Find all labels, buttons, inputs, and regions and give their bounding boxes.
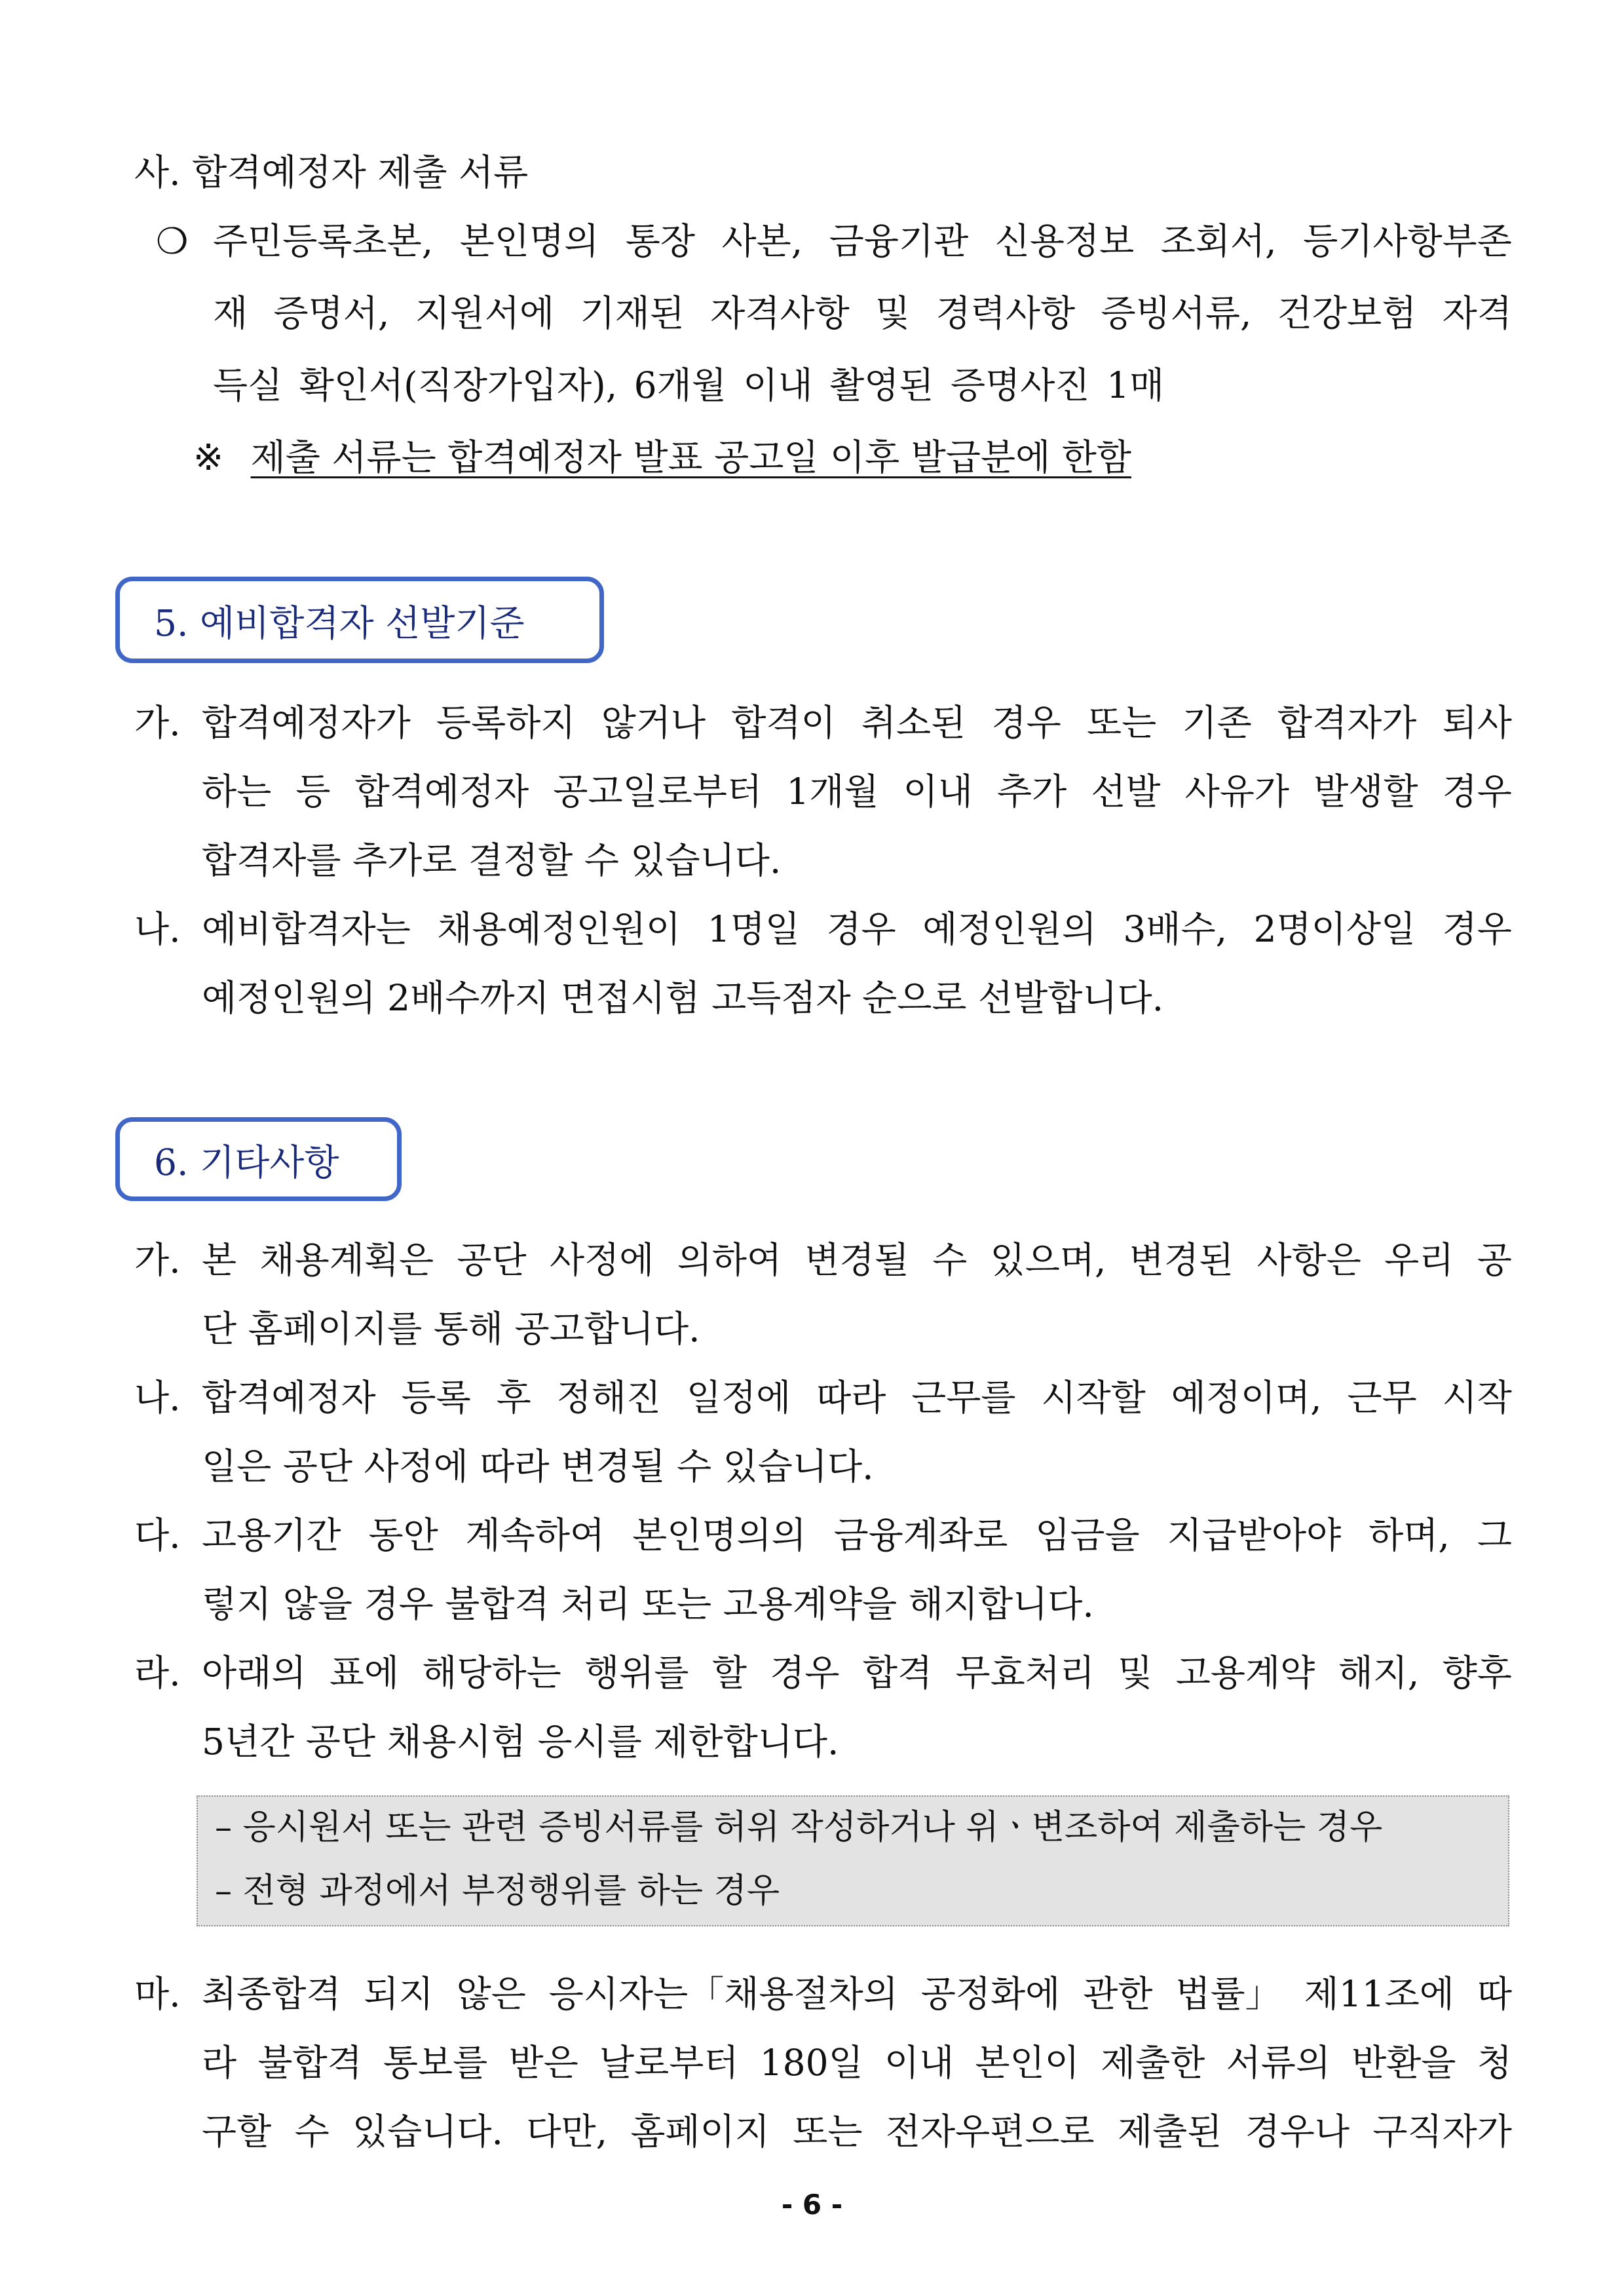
word: 합격이 <box>731 702 836 744</box>
word: 재 <box>213 292 248 334</box>
word: 합격예정자 <box>354 771 529 813</box>
word: 근무 <box>1347 1377 1417 1419</box>
word: 시작 <box>1442 1377 1512 1419</box>
word: 수 <box>294 2111 330 2152</box>
word: 하는 <box>202 771 272 813</box>
word: 퇴사 <box>1442 702 1512 744</box>
word: 라 <box>202 2042 237 2084</box>
word: 합격예정자가 <box>202 702 411 744</box>
section5-item-ga-line-2 <box>202 770 1512 813</box>
word: 기재된 <box>580 292 685 334</box>
word: 경우 <box>1442 771 1512 813</box>
word: 2명이상일 <box>1253 908 1416 950</box>
bullet-circle-icon: ❍ <box>156 220 189 262</box>
word: 본인이 <box>975 2042 1080 2084</box>
word: 법률」 <box>1175 1973 1281 2015</box>
word: 구직자가 <box>1372 2111 1512 2152</box>
section6-item-ra-line-2: 5년간 공단 채용시험 응시를 제한합니다. <box>202 1721 839 1763</box>
word: 임금을 <box>1035 1514 1140 1556</box>
word: 180일 <box>759 2042 863 2084</box>
section-6-title: 6. 기타사항 <box>154 1141 339 1183</box>
word: 발생할 <box>1313 771 1418 813</box>
word: 반환을 <box>1351 2042 1456 2084</box>
word: 예비합격자는 <box>202 908 411 950</box>
word: 건강보험 <box>1277 292 1417 334</box>
word: 경우나 <box>1245 2111 1350 2152</box>
word: 경우 <box>991 702 1061 744</box>
word: 예정이며, <box>1171 1377 1322 1419</box>
word: 합격자가 <box>1277 702 1417 744</box>
word: 본인명의 <box>459 220 599 262</box>
word: 통보를 <box>383 2042 488 2084</box>
word: 받은 <box>508 2042 578 2084</box>
word: 예정인원의 <box>922 908 1097 950</box>
section6-item-ma-line-1 <box>202 1972 1512 2016</box>
word: 있습니다. <box>352 2111 504 2152</box>
section6-item-ra-marker: 라. <box>134 1652 181 1694</box>
word: 본 <box>202 1239 237 1281</box>
word: 사본, <box>721 220 803 262</box>
word: 일정에 <box>686 1377 791 1419</box>
section5-item-ga-marker: 가. <box>134 702 181 744</box>
word: 응시자는「채용절차의 <box>548 1973 898 2015</box>
word: 금융계좌로 <box>833 1514 1008 1556</box>
bullet-line-1 <box>213 220 1512 263</box>
word: 그 <box>1477 1514 1512 1556</box>
word: 따 <box>1477 1973 1512 2015</box>
word: 합격예정자 <box>202 1377 376 1419</box>
word: 사항은 <box>1256 1239 1361 1281</box>
word: 경우 <box>826 908 896 950</box>
section-5-title: 5. 예비합격자 선발기준 <box>154 602 525 644</box>
word: 수 <box>932 1239 968 1281</box>
word: 최종합격 <box>202 1973 341 2015</box>
word: 통장 <box>625 220 696 262</box>
word: 금융기관 <box>829 220 969 262</box>
section6-item-ga-line-1 <box>202 1238 1512 1282</box>
word: 또는 <box>1086 702 1157 744</box>
word: 합격 <box>862 1652 933 1694</box>
word: 시작할 <box>1041 1377 1146 1419</box>
word: 지급받아야 <box>1167 1514 1342 1556</box>
word: 계속하여 <box>465 1514 605 1556</box>
notice-text: 제출 서류는 합격예정자 발표 공고일 이후 발급분에 한함 <box>250 436 1131 478</box>
word: 채용예정인원이 <box>437 908 681 950</box>
section6-item-na-marker: 나. <box>134 1377 181 1419</box>
prohibited-act-1: – 응시원서 또는 관련 증빙서류를 허위 작성하거나 위ㆍ변조하여 제출하는 경우 <box>215 1808 1383 1847</box>
word: 선발 <box>1091 771 1161 813</box>
section6-item-ra-line-1 <box>202 1651 1512 1694</box>
section-sa-heading: 사. 합격예정자 제출 서류 <box>134 151 529 193</box>
word: 등록 <box>401 1377 471 1419</box>
word: 무효처리 <box>955 1652 1095 1694</box>
word: 전자우편으로 <box>885 2111 1095 2152</box>
word: 경우 <box>770 1652 840 1694</box>
word: 않은 <box>456 1973 526 2015</box>
word: 변경된 <box>1129 1239 1234 1281</box>
section6-item-ga-line-2: 단 홈페이지를 통해 공고합니다. <box>202 1308 700 1350</box>
word: 하며, <box>1369 1514 1450 1556</box>
word: 등기사항부존 <box>1303 220 1512 262</box>
bullet-line-2 <box>213 292 1512 335</box>
word: 주민등록초본, <box>213 220 434 262</box>
word: 해당하는 <box>422 1652 561 1694</box>
word: 기존 <box>1182 702 1252 744</box>
word: 등 <box>295 771 331 813</box>
word: 추가 <box>996 771 1067 813</box>
word: 할 <box>711 1652 747 1694</box>
word: 공 <box>1477 1239 1512 1281</box>
word: 및 <box>1118 1652 1153 1694</box>
word: 따라 <box>816 1377 886 1419</box>
word: 증빙서류, <box>1101 292 1252 334</box>
word: 후 <box>496 1377 531 1419</box>
word: 자격사항 <box>710 292 850 334</box>
word: 관한 <box>1083 1973 1153 2015</box>
section-6-title-box <box>115 1117 402 1201</box>
word: 제출한 <box>1100 2042 1205 2084</box>
section6-item-na-line-2: 일은 공단 사정에 따라 변경될 수 있습니다. <box>202 1445 874 1487</box>
section6-item-ma-line-3 <box>202 2110 1512 2153</box>
section6-item-da-line-2: 렇지 않을 경우 불합격 처리 또는 고용계약을 해지합니다. <box>202 1583 1094 1625</box>
word: 자격 <box>1442 292 1512 334</box>
section5-item-ga-line-3: 합격자를 추가로 결정할 수 있습니다. <box>202 839 782 881</box>
word: 이내 <box>903 771 973 813</box>
word: 의하여 <box>677 1239 782 1281</box>
word: 표에 <box>329 1652 399 1694</box>
notice-mark-icon: ※ <box>193 436 224 478</box>
word: 않거나 <box>601 702 706 744</box>
section6-item-ma-line-2 <box>202 2041 1512 2084</box>
prohibited-act-2: – 전형 과정에서 부정행위를 하는 경우 <box>215 1871 780 1911</box>
word: 1개월 <box>786 771 879 813</box>
word: 있으며, <box>990 1239 1106 1281</box>
section5-item-ga-line-1 <box>202 701 1512 744</box>
word: 우리 <box>1384 1239 1454 1281</box>
section6-item-ga-marker: 가. <box>134 1239 181 1281</box>
word: 변경될 <box>804 1239 909 1281</box>
section6-item-da-line-1 <box>202 1514 1512 1557</box>
word: 근무를 <box>911 1377 1016 1419</box>
word: 제11조에 <box>1304 1973 1454 2015</box>
word: 공고일로부터 <box>553 771 763 813</box>
page-number: - 6 - <box>781 2189 843 2221</box>
word: 정해진 <box>556 1377 661 1419</box>
word: 채용계획은 <box>259 1239 434 1281</box>
word: 고용기간 <box>202 1514 341 1556</box>
word: 신용정보 <box>994 220 1135 262</box>
word: 홈페이지 <box>630 2111 770 2152</box>
word: 취소된 <box>861 702 966 744</box>
word: 증명서, <box>273 292 390 334</box>
word: 고용계약 <box>1175 1652 1315 1694</box>
word: 해지, <box>1338 1652 1420 1694</box>
section-5-title-box <box>115 577 604 663</box>
section6-item-na-line-1 <box>202 1376 1512 1419</box>
word: 등록하지 <box>436 702 576 744</box>
section5-item-na-marker: 나. <box>134 908 181 950</box>
word: 또는 <box>793 2111 863 2152</box>
word: 아래의 <box>202 1652 307 1694</box>
word: 조회서, <box>1160 220 1277 262</box>
word: 행위를 <box>584 1652 689 1694</box>
word: 서류의 <box>1226 2042 1331 2084</box>
word: 본인명의의 <box>632 1514 806 1556</box>
word: 다만, <box>526 2111 608 2152</box>
section5-item-na-line-1 <box>202 908 1512 951</box>
word: 향후 <box>1442 1652 1512 1694</box>
word: 사정에 <box>550 1239 654 1281</box>
word: 및 <box>875 292 911 334</box>
word: 사유가 <box>1184 771 1290 813</box>
section5-item-na-line-2: 예정인원의 2배수까지 면접시험 고득점자 순으로 선발합니다. <box>202 977 1164 1019</box>
word: 되지 <box>364 1973 434 2015</box>
word: 동안 <box>368 1514 438 1556</box>
submission-notice <box>193 436 1131 479</box>
word: 제출된 <box>1117 2111 1222 2152</box>
word: 공단 <box>457 1239 527 1281</box>
section6-item-ma-marker: 마. <box>134 1973 181 2015</box>
word: 경우 <box>1442 908 1512 950</box>
word: 구할 <box>202 2111 272 2152</box>
bullet-line-3: 득실 확인서(직장가입자), 6개월 이내 촬영된 증명사진 1매 <box>213 364 1165 406</box>
word: 이내 <box>884 2042 954 2084</box>
word: 불합격 <box>257 2042 362 2084</box>
word: 3배수, <box>1123 908 1228 950</box>
word: 1명일 <box>707 908 800 950</box>
word: 날로부터 <box>599 2042 739 2084</box>
word: 공정화에 <box>920 1973 1061 2015</box>
section6-item-da-marker: 다. <box>134 1514 181 1556</box>
word: 지원서에 <box>415 292 555 334</box>
word: 경력사항 <box>935 292 1076 334</box>
word: 청 <box>1477 2042 1512 2084</box>
